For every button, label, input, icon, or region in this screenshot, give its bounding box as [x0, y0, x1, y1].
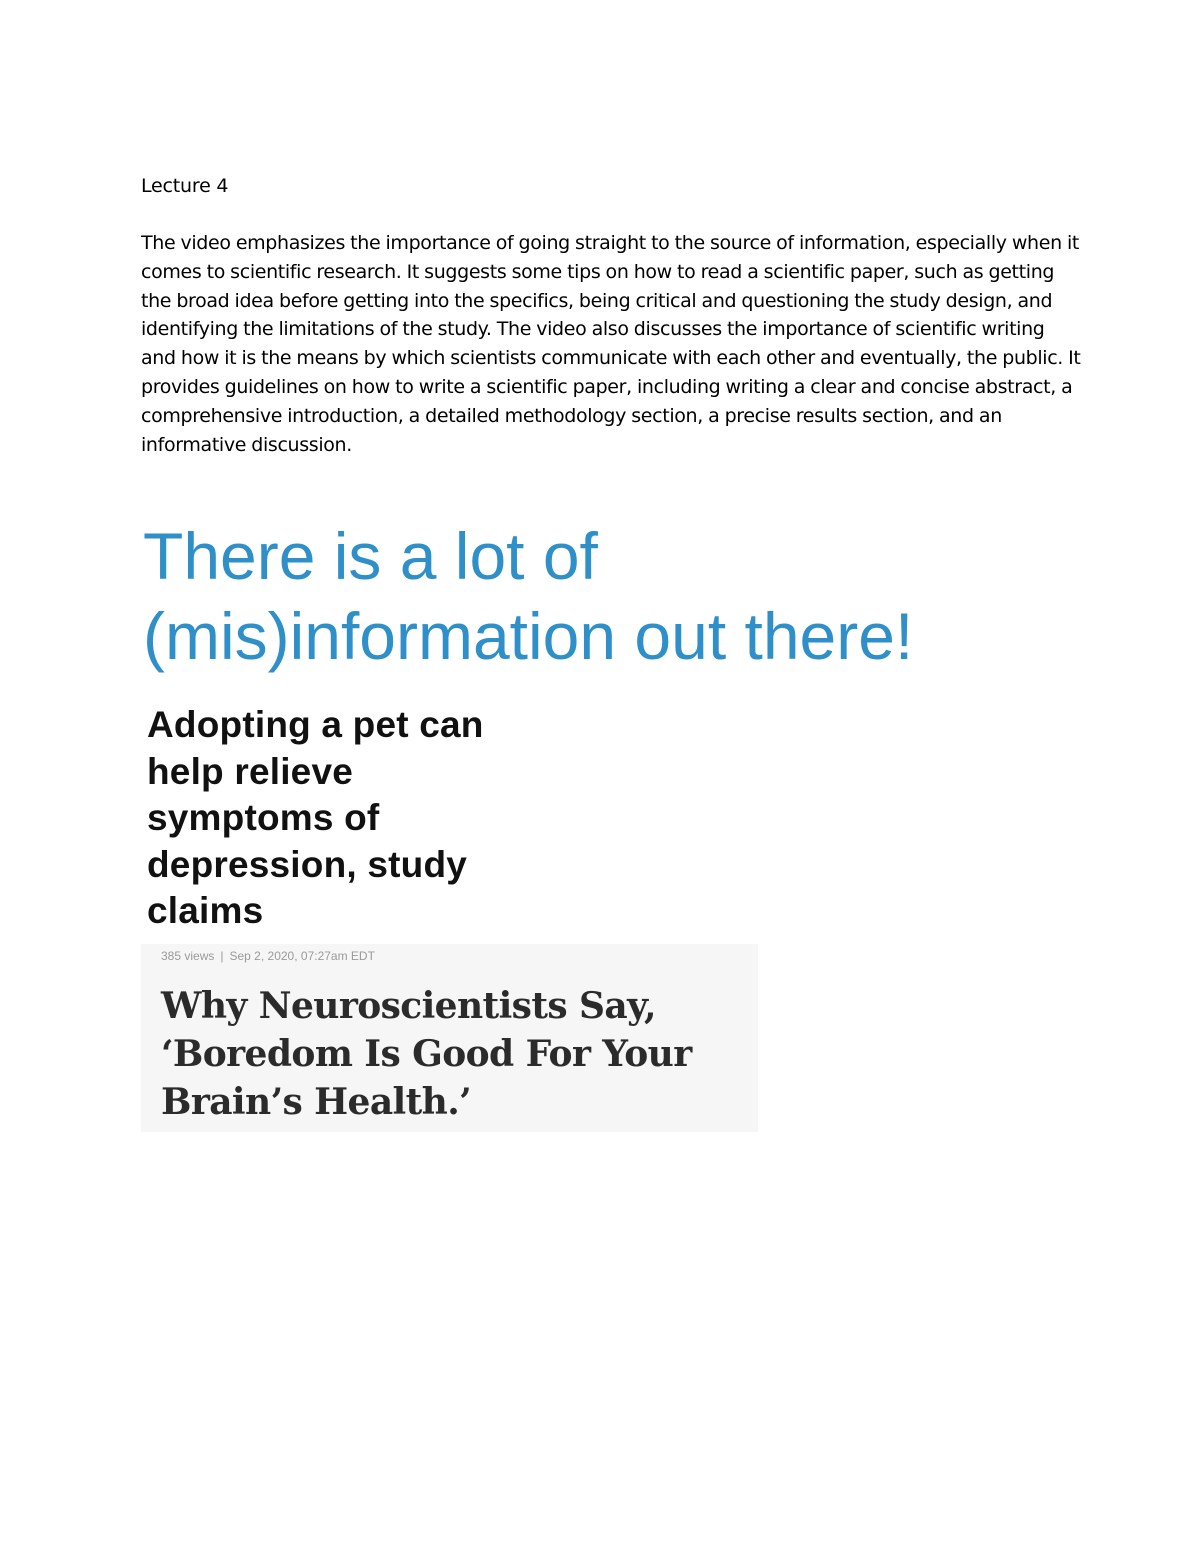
boredom-article-screenshot	[141, 944, 758, 1132]
headline-line: Adopting a pet can	[147, 704, 484, 745]
headline-line: help relieve	[147, 750, 354, 792]
summary-paragraph: The video emphasizes the importance of going straight to the source of information, especially when it comes to scientific research. It suggests some tips on how to read a scientific paper, such as getting the broad idea before getting into the specifics, being critical and questioning the study design, and identifying the limitations of the study. The video also discusses the importance of scientific writing and how it is the means by which scientists communicate with each other and eventually, the public. It provides guidelines on how to write a scientific paper, including writing a clear and concise abstract, a comprehensive introduction, a detailed methodology section, a precise results section, and an informative discussion.	[141, 232, 1081, 456]
slide-title-line-2: (mis)information out there!	[143, 599, 914, 673]
headline-line: claims	[147, 890, 264, 931]
headline-line: depression, study	[147, 843, 468, 885]
article-meta	[161, 948, 375, 964]
views-count: 385 views	[161, 949, 215, 963]
lecture-heading: Lecture 4	[141, 175, 229, 197]
article-title-line: Brain’s Health.’	[161, 1081, 472, 1123]
slide-title-line-1: There is a lot of	[143, 519, 598, 593]
slide-title	[143, 516, 1143, 676]
publish-date: Sep 2, 2020, 07:27am EDT	[229, 949, 375, 963]
meta-separator: |	[220, 949, 224, 963]
article-title-line: Why Neuroscientists Say,	[161, 985, 656, 1027]
article-title-line: ‘Boredom Is Good For Your	[161, 1033, 692, 1075]
headline-line: symptoms of	[147, 797, 380, 838]
pet-depression-headline	[147, 702, 567, 935]
article-title	[161, 982, 751, 1126]
